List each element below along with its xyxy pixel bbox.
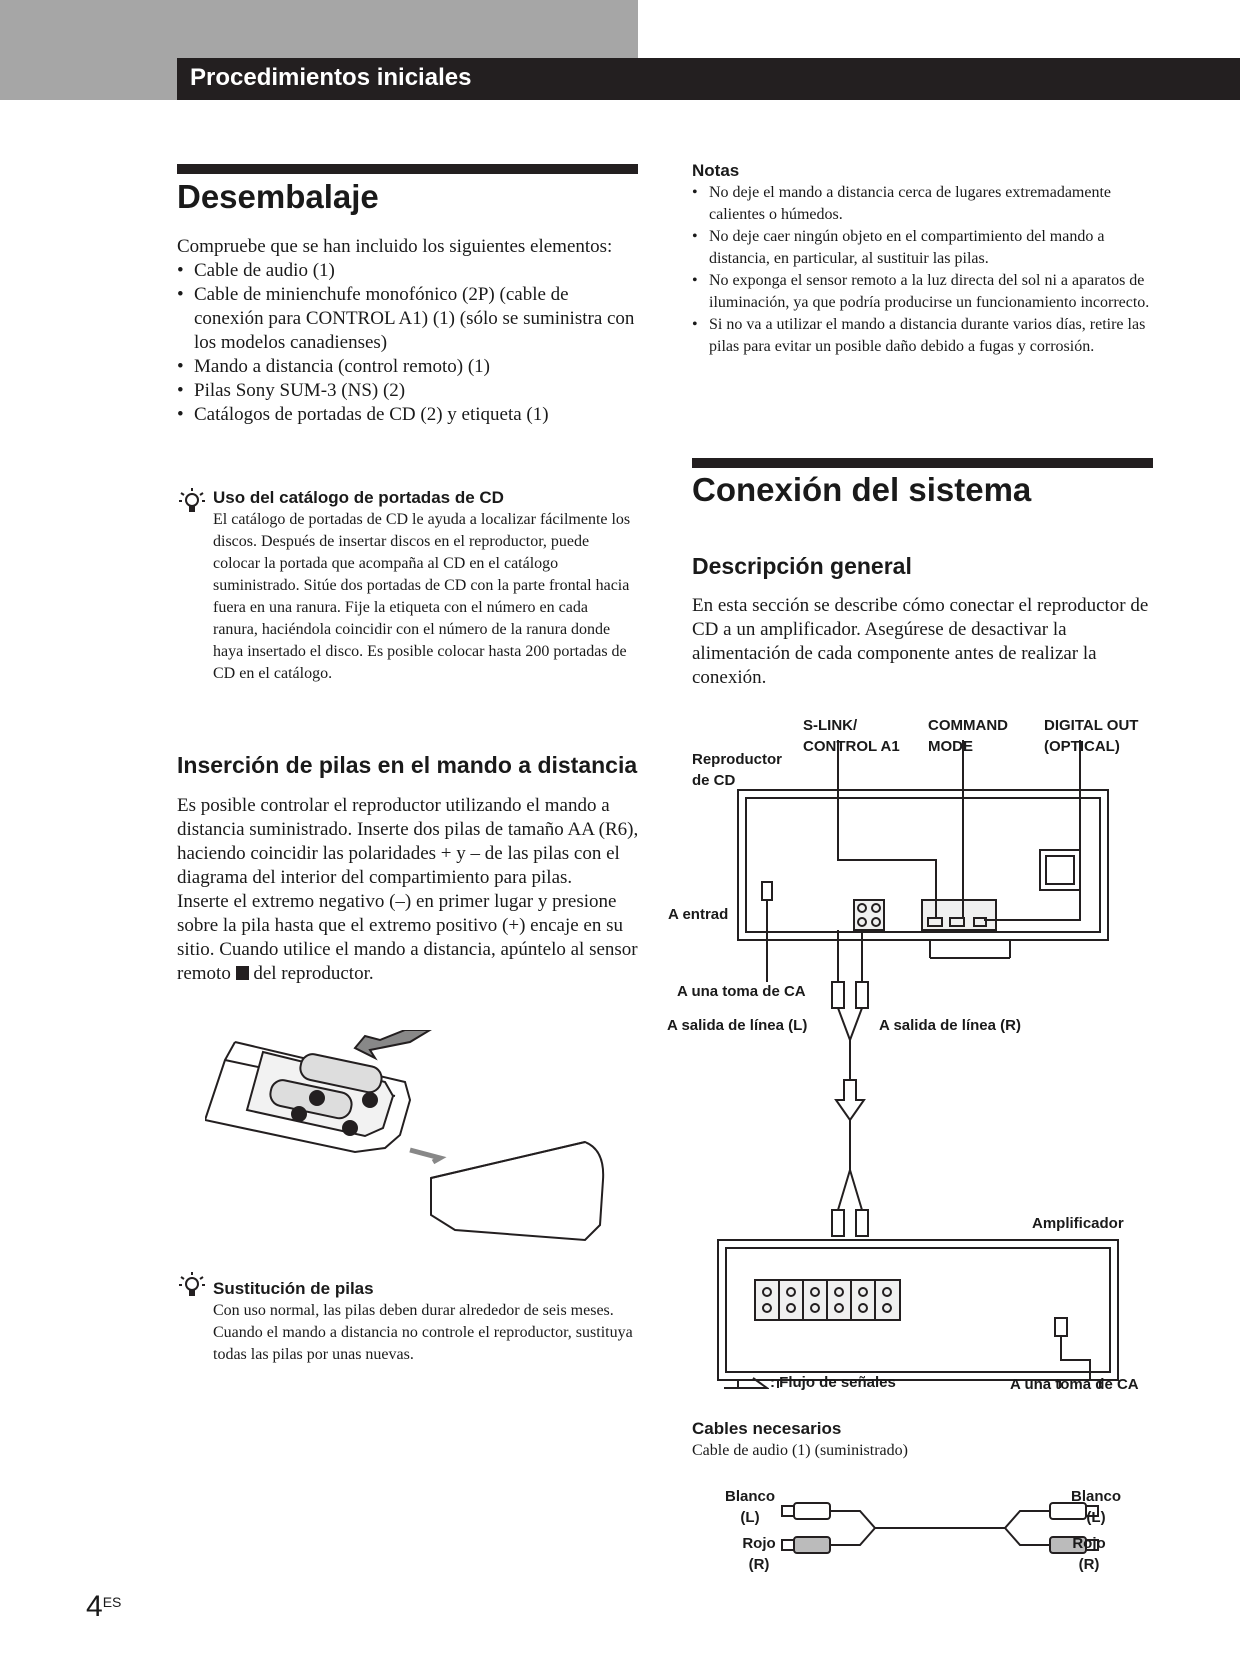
batteries-title: Inserción de pilas en el mando a distancia [177, 752, 638, 778]
label-player-line1: Reproductor [692, 751, 782, 768]
label-signal-flow: : Flujo de señales [770, 1374, 896, 1391]
tip-catalog [213, 487, 633, 685]
label-red-left-ch: (R) [748, 1556, 770, 1573]
unpacking-title: Desembalaje [177, 178, 379, 215]
list-item: • No exponga el sensor remoto a la luz directa del sol ni a aparatos de iluminación, ya que podría producirse un funcionamiento incorrecto. [692, 270, 1154, 314]
lightbulb-icon [178, 487, 206, 517]
list-item: • Pilas Sony SUM-3 (NS) (2) [177, 379, 637, 403]
section-title: Procedimientos iniciales [190, 64, 472, 91]
list-item: • Cable de audio (1) [177, 259, 637, 283]
batteries-body [177, 794, 639, 986]
label-slink-line1: S-LINK/ [803, 717, 858, 734]
page-number-suffix: ES [102, 1594, 122, 1610]
label-input: A entrad [668, 906, 729, 923]
label-command-line2: MODE [928, 738, 973, 755]
notes [692, 160, 1154, 358]
label-amplifier: Amplificador [1032, 1215, 1124, 1232]
label-white-right-name: Blanco [1070, 1488, 1121, 1505]
label-white-right [1070, 1486, 1122, 1528]
tip-title: Sustitución de pilas [213, 1279, 374, 1298]
remote-battery-illustration [205, 1030, 615, 1250]
label-digital-line1: DIGITAL OUT [1044, 717, 1139, 734]
page-number-value: 4 [86, 1590, 103, 1623]
label-digital-out [1044, 715, 1138, 757]
notes-title: Notas [692, 161, 740, 180]
tip-text: El catálogo de portadas de CD le ayuda a localizar fácilmente los discos. Después de insertar discos en el reproductor, puede colocar la portada que acompaña al CD en el catálogo suministrado. Sitúe dos portadas de CD con la parte frontal hacia fuera en una ranura. Fije la etiqueta con el número en cada ranura, haciéndola coincidir con el número de la ranura donde haya insertado el disco. Es posible colocar hasta 200 portadas de CD en el catálogo. [213, 511, 631, 682]
overview-title: Descripción general [692, 553, 912, 579]
remote-sensor-icon [236, 966, 249, 980]
section-rule [177, 164, 638, 174]
label-line-out-r: A salida de línea (R) [879, 1017, 1021, 1034]
tip-batteries [213, 1278, 633, 1366]
label-red-right-name: Rojo [1072, 1535, 1106, 1552]
label-red-right [1068, 1533, 1110, 1575]
label-command-line1: COMMAND [928, 717, 1008, 734]
batteries-para2-text: Inserte el extremo negativo (–) en primer lugar y presione sobre la pila hasta que el extremo positivo (+) encaje en su sitio. Cuando utilice el mando a distancia, apúntelo al sensor remoto [177, 891, 638, 984]
signal-flow-arrow-icon [723, 1376, 769, 1390]
list-item: • Mando a distancia (control remoto) (1) [177, 355, 637, 379]
label-ac-outlet-bottom: A una toma de CA [1010, 1376, 1139, 1393]
list-item: • No deje el mando a distancia cerca de lugares extremadamente calientes o húmedos. [692, 182, 1154, 226]
label-white-left [724, 1486, 776, 1528]
batteries-para2 [177, 890, 639, 986]
connection-diagram [660, 740, 1140, 1400]
cables-title: Cables necesarios [692, 1419, 842, 1438]
lightbulb-icon [178, 1271, 206, 1301]
label-slink-line2: CONTROL A1 [803, 738, 900, 755]
unpacking-body [177, 235, 637, 427]
unpacking-intro: Compruebe que se han incluido los siguientes elementos: [177, 236, 613, 257]
list-item: • Si no va a utilizar el mando a distancia durante varios días, retire las pilas para evitar un posible daño debido a fugas y corrosión. [692, 314, 1154, 358]
page-number [86, 1590, 121, 1624]
label-player-line2: de CD [692, 772, 736, 789]
label-red-left [738, 1533, 780, 1575]
label-red-left-name: Rojo [742, 1535, 776, 1552]
notes-list [692, 182, 1154, 358]
cables-desc: Cable de audio (1) (suministrado) [692, 1442, 908, 1459]
section-rule [692, 458, 1153, 468]
list-item: • Catálogos de portadas de CD (2) y etiqueta (1) [177, 403, 637, 427]
label-command-mode [928, 715, 1008, 757]
overview-text: En esta sección se describe cómo conectar el reproductor de CD a un amplificador. Asegúrese de desactivar la alimentación de cada componente antes de realizar la conexión. [692, 595, 1149, 688]
connection-title: Conexión del sistema [692, 471, 1032, 508]
label-digital-line2: (OPTICAL) [1044, 738, 1120, 755]
label-ac-outlet-top: A una toma de CA [677, 983, 806, 1000]
label-white-right-ch: (L) [1086, 1509, 1106, 1526]
label-cd-player [692, 749, 782, 791]
audio-cable-illustration [780, 1493, 1100, 1563]
tip-title: Uso del catálogo de portadas de CD [213, 488, 504, 507]
label-line-out-l: A salida de línea (L) [667, 1017, 808, 1034]
cables-section [692, 1418, 1154, 1462]
label-white-left-name: Blanco [724, 1488, 775, 1505]
unpacking-list [177, 259, 637, 427]
label-white-left-ch: (L) [740, 1509, 760, 1526]
label-red-right-ch: (R) [1078, 1556, 1100, 1573]
batteries-para1: Es posible controlar el reproductor utilizando el mando a distancia suministrado. Inserte dos pilas de tamaño AA (R6), haciendo coincidir las polaridades + y – de las pilas con el diagrama del interior del compartimiento para pilas. [177, 795, 639, 888]
list-item: • Cable de minienchufe monofónico (2P) (cable de conexión para CONTROL A1) (1) (sólo se suministra con los modelos canadienses) [177, 283, 637, 355]
batteries-para2-end: del reproductor. [248, 963, 374, 984]
tip-text: Con uso normal, las pilas deben durar alrededor de seis meses. Cuando el mando a distancia no controle el reproductor, sustituya todas las pilas por unas nuevas. [213, 1302, 633, 1363]
list-item: • No deje caer ningún objeto en el compartimiento del mando a distancia, en particular, al sustituir las pilas. [692, 226, 1154, 270]
label-slink [803, 715, 900, 757]
